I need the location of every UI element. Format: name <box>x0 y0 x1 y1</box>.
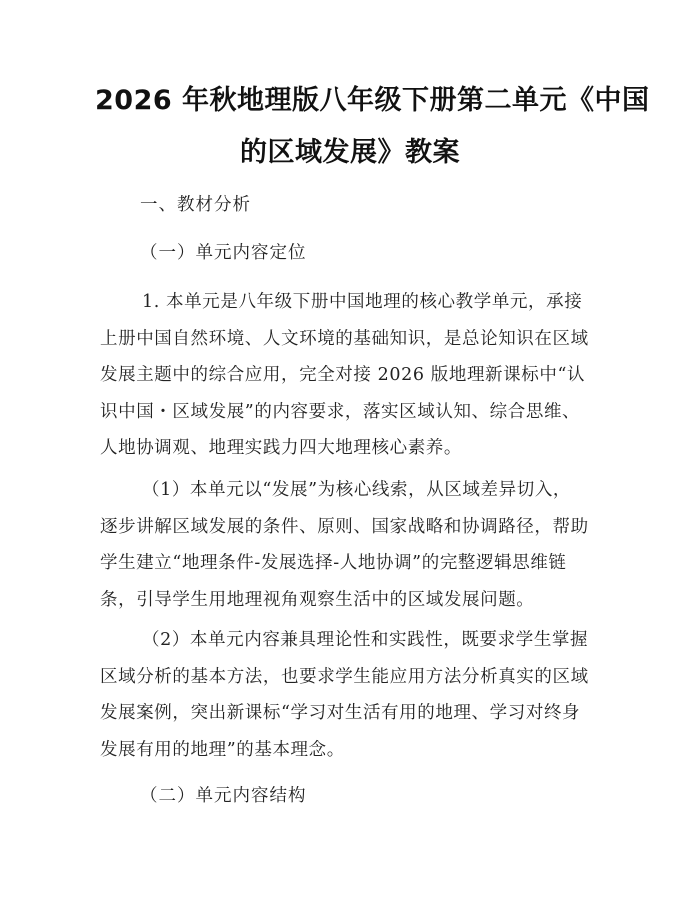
subsection-heading-unit-structure: （二）单元内容结构 <box>140 786 307 806</box>
paragraph-line: 条，引导学生用地理视角观察生活中的区域发展问题。 <box>100 589 535 610</box>
paragraph-unit-positioning <box>100 284 600 467</box>
paragraph-line: 逐步讲解区域发展的条件、原则、国家战略和协调路径，帮助 <box>100 516 589 537</box>
document-title-line-2: 的区域发展》教案 <box>240 137 460 168</box>
paragraph-line: 人地协调观、地理实践力四大地理核心素养。 <box>100 438 462 458</box>
paragraph-line: 发展主题中的综合应用，完全对接 2026 版地理新课标中“认 <box>100 365 586 385</box>
paragraph-line: 识中国・区域发展”的内容要求，落实区域认知、综合思维、 <box>100 401 581 422</box>
paragraph-theory-practice <box>100 622 600 768</box>
section-heading-textbook-analysis: 一、教材分析 <box>140 195 251 215</box>
document-title-line-1: 2026 年秋地理版八年级下册第二单元《中国 <box>95 85 650 116</box>
paragraph-line: 发展案例，突出新课标“学习对生活有用的地理、学习对终身 <box>100 703 581 723</box>
paragraph-line: （2）本单元内容兼具理论性和实践性，既要求学生掌握 <box>142 630 589 650</box>
paragraph-line: （1）本单元以“发展”为核心线索，从区域差异切入， <box>142 480 572 500</box>
paragraph-line: 1. 本单元是八年级下册中国地理的核心教学单元，承接 <box>142 292 583 312</box>
paragraph-line: 区域分析的基本方法，也要求学生能应用方法分析真实的区域 <box>100 666 589 687</box>
subsection-heading-unit-positioning: （一）单元内容定位 <box>140 243 307 263</box>
paragraph-line: 学生建立“地理条件-发展选择-人地协调”的完整逻辑思维链 <box>100 553 567 573</box>
paragraph-development-thread <box>100 472 600 618</box>
paragraph-line: 上册中国自然环境、人文环境的基础知识，是总论知识在区域 <box>100 328 589 349</box>
paragraph-line: 发展有用的地理”的基本理念。 <box>100 739 345 760</box>
